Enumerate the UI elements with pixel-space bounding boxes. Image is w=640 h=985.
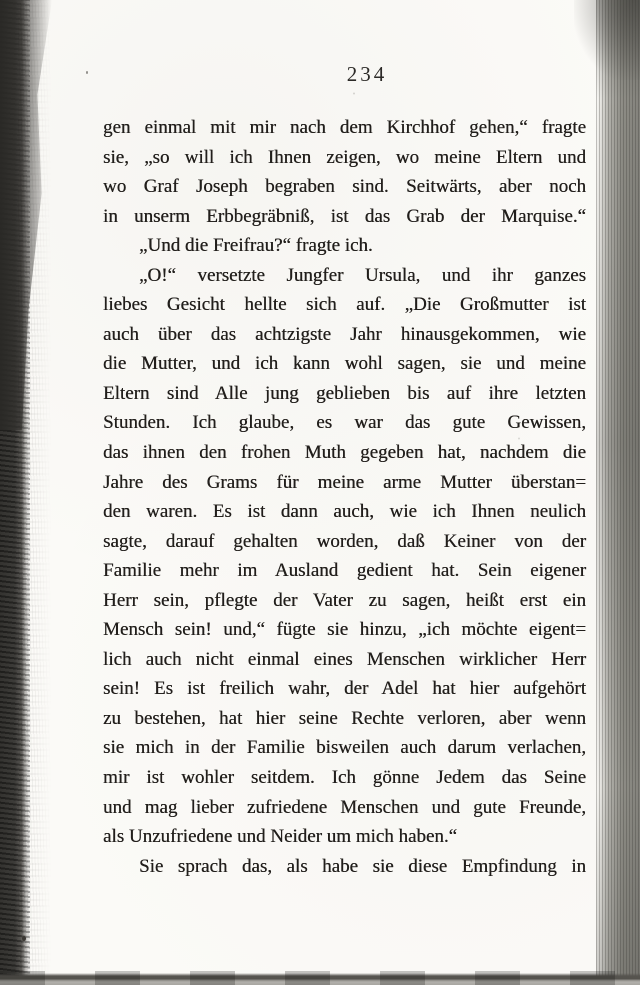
text-line: liebes Gesicht hellte sich auf. „Die Großmutter ist (103, 294, 586, 316)
text-line: die Mutter, und ich kann wohl sagen, sie und meine (103, 353, 586, 375)
text-line: sein! Es ist freilich wahr, der Adel hat hier aufgehört (103, 678, 586, 700)
text-line: als Unzufriedene und Neider um mich haben.“ (103, 826, 458, 848)
text-line: zu bestehen, hat hier seine Rechte verloren, aber wenn (103, 707, 586, 729)
text-line: sagte, darauf gehalten worden, daß Keiner von der (103, 530, 586, 552)
text-line: Sie sprach das, als habe sie diese Empfindung in (139, 855, 586, 877)
text-line: sie mich in der Familie bisweilen auch darum verlachen, (103, 737, 586, 759)
text-line: „Und die Freifrau?“ fragte ich. (139, 235, 373, 257)
text-line: Mensch sein! und,“ fügte sie hinzu, „ich möchte eigent= (103, 619, 586, 641)
scan-edge-bottom-line (0, 971, 640, 985)
text-line: auch über das achtzigste Jahr hinausgekommen, wie (103, 323, 586, 345)
text-line: Jahre des Grams für meine arme Mutter überstan= (103, 471, 586, 493)
text-line: in unserm Erbbegräbniß, ist das Grab der Marquise.“ (103, 205, 586, 227)
scan-edge-right-top-shadow (574, 0, 640, 80)
text-line: Familie mehr im Ausland gedient hat. Sein eigener (103, 560, 586, 582)
text-line: gen einmal mit mir nach dem Kirchhof gehen,“ fragte (103, 117, 586, 138)
text-line: sie, „so will ich Ihnen zeigen, wo meine Eltern und (103, 146, 586, 168)
text-line: „O!“ versetzte Jungfer Ursula, und ihr ganzes (139, 264, 586, 286)
page-text (103, 113, 586, 881)
text-line: lich auch nicht einmal eines Menschen wirklicher Herr (103, 648, 586, 670)
text-line: Stunden. Ich glaube, es war das gute Gewissen, (103, 412, 586, 434)
text-line: wo Graf Joseph begraben sind. Seitwärts, aber noch (103, 176, 586, 198)
page-number: 234 (346, 62, 388, 86)
text-line: Herr sein, pflegte der Vater zu sagen, heißt erst ein (103, 589, 586, 611)
text-line: das ihnen den frohen Muth gegeben hat, nachdem die (103, 442, 586, 464)
text-line: mir ist wohler seitdem. Ich gönne Jedem das Seine (103, 767, 586, 789)
ink-speck (22, 936, 26, 941)
text-line: Eltern sind Alle jung geblieben bis auf ihre letzten (103, 382, 586, 404)
text-line: und mag lieber zufriedene Menschen und gute Freunde, (103, 796, 586, 818)
text-line: den waren. Es ist dann auch, wie ich Ihnen neulich (103, 501, 586, 523)
scan-edge-right-band (596, 0, 640, 985)
scan-edge-left-noise (18, 0, 52, 985)
